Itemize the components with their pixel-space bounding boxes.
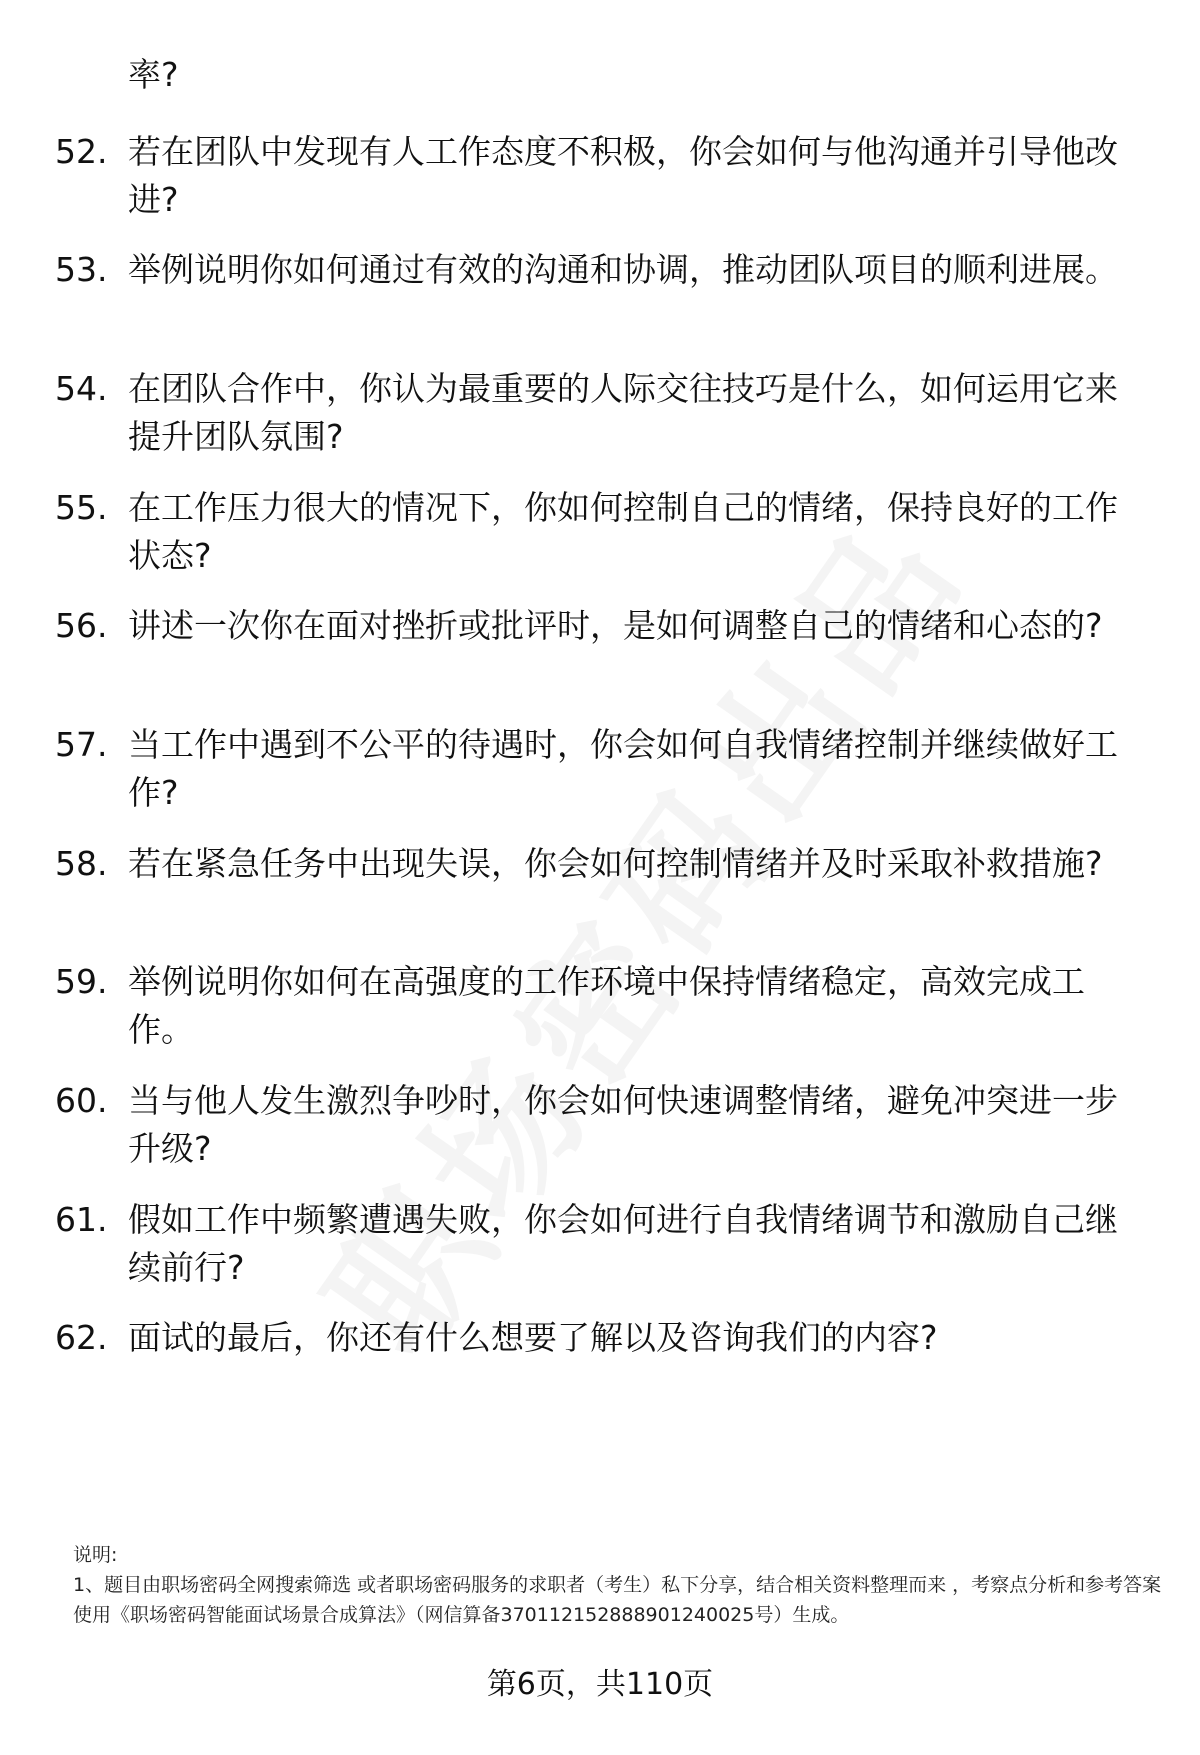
question-number: 60. [55, 1081, 108, 1120]
question-item [55, 721, 1145, 817]
question-item [55, 1196, 1145, 1292]
continuation-text: 率? [128, 55, 179, 94]
question-text: 在团队合作中，你认为最重要的人际交往技巧是什么，如何运用它来提升团队氛围? [128, 369, 1118, 456]
question-number: 52. [55, 132, 108, 171]
question-number: 61. [55, 1200, 108, 1239]
notes-heading: 说明: [73, 1544, 118, 1566]
page-number: 第6页，共110页 [486, 1667, 714, 1702]
question-text: 讲述一次你在面对挫折或批评时，是如何调整自己的情绪和心态的? [128, 606, 1103, 645]
question-number: 55. [55, 488, 108, 527]
question-number: 54. [55, 369, 108, 408]
question-item [55, 1314, 1145, 1362]
notes-body: 1、题目由职场密码全网搜索筛选 或者职场密码服务的求职者（考生）私下分享，结合相关资料整理而来 ，考察点分析和参考答案使用《职场密码智能面试场景合成算法》（网信算备370112152888901240025号）生成。 [73, 1574, 1162, 1626]
question-number: 59. [55, 962, 108, 1001]
question-text: 举例说明你如何通过有效的沟通和协调，推动团队项目的顺利进展。 [128, 250, 1118, 289]
question-item [55, 246, 1145, 294]
notes-section [73, 1540, 1163, 1630]
question-text: 若在紧急任务中出现失误，你会如何控制情绪并及时采取补救措施? [128, 844, 1103, 883]
question-item [55, 1077, 1145, 1173]
question-item [55, 958, 1145, 1054]
question-text: 当与他人发生激烈争吵时，你会如何快速调整情绪，避免冲突进一步升级? [128, 1081, 1118, 1168]
question-item [55, 602, 1145, 650]
question-number: 62. [55, 1318, 108, 1357]
question-text: 在工作压力很大的情况下，你如何控制自己的情绪，保持良好的工作状态? [128, 488, 1118, 575]
question-number: 57. [55, 725, 108, 764]
question-number: 58. [55, 844, 108, 883]
question-item [55, 128, 1145, 224]
question-text: 若在团队中发现有人工作态度不积极，你会如何与他沟通并引导他改进? [128, 132, 1118, 219]
question-item [55, 840, 1145, 888]
question-item [55, 365, 1145, 461]
question-text: 面试的最后，你还有什么想要了解以及咨询我们的内容? [128, 1318, 938, 1357]
question-text: 假如工作中频繁遭遇失败，你会如何进行自我情绪调节和激励自己继续前行? [128, 1200, 1118, 1287]
question-item [55, 484, 1145, 580]
question-text: 举例说明你如何在高强度的工作环境中保持情绪稳定，高效完成工作。 [128, 962, 1085, 1049]
question-number: 53. [55, 250, 108, 289]
question-text: 当工作中遇到不公平的待遇时，你会如何自我情绪控制并继续做好工作? [128, 725, 1118, 812]
question-number: 56. [55, 606, 108, 645]
